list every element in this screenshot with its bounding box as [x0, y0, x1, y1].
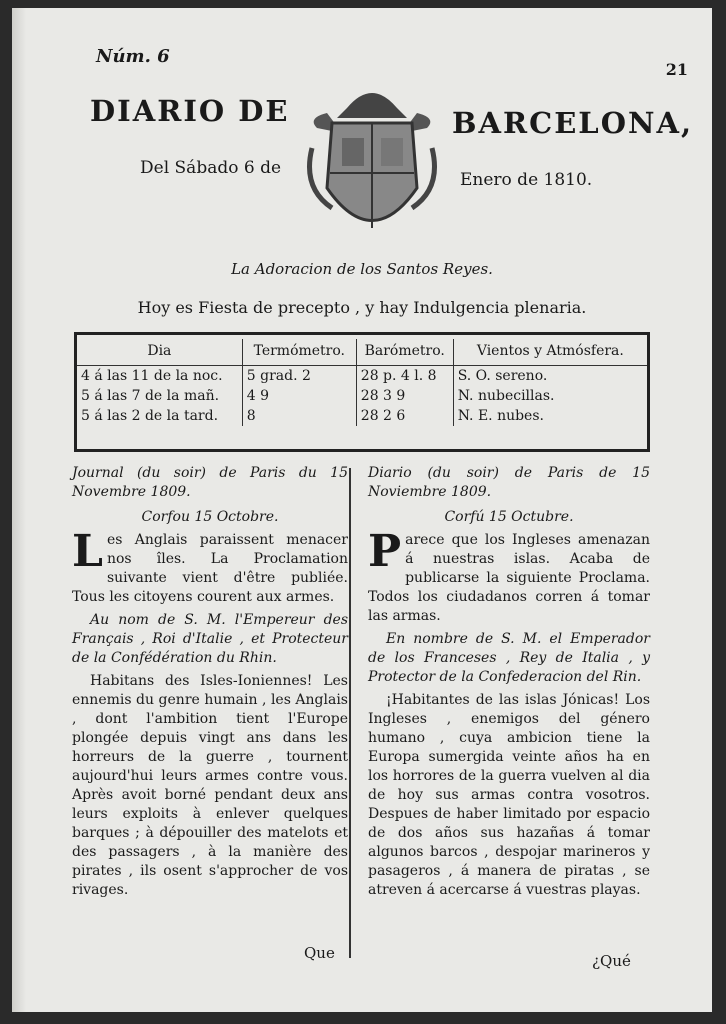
left-para-3: Habitans des Isles-Ioniennes! Les ennemis du genre humain , les Anglais , dont l'ambition tient l'Europe plongée depuis vingt ans dans les horreurs de la guerre , tournent aujourd'hui leurs armes contre vous. Après avoit borné pendant deux ans leurs exploits à enlever quelques barques ; à dépouiller des matelots et des passagers , à la manière des pirates , ils osent s'approcher de vos rivages.: [72, 673, 348, 898]
left-source: Journal (du soir) de Paris du 15 Novembre 1809.: [72, 465, 348, 500]
issue-number: Núm. 6: [96, 46, 170, 67]
table-row: [77, 386, 647, 406]
table-row: [77, 406, 647, 426]
col-termometro: Termómetro.: [242, 339, 356, 366]
cell: 5 á las 7 de la mañ.: [81, 388, 220, 404]
feast-notice: Hoy es Fiesta de precepto , y hay Indulgencia plenaria.: [137, 298, 587, 317]
right-para-1-text: arece que los Ingleses amenazan á nuestras islas. Acaba de publicarse la siguiente Proclama. Todos los ciudadanos corren á tomar las armas.: [368, 532, 650, 624]
masthead-right: BARCELONA,: [452, 106, 694, 140]
cell: 28 p. 4 l. 8: [356, 366, 453, 387]
left-para-1-text: es Anglais paraissent menacer nos îles. La Proclamation suivante vient d'être publiée. Tous les citoyens courent aux armes.: [72, 532, 348, 605]
left-para-1: [72, 526, 348, 607]
cell: 8: [242, 406, 356, 426]
feast-title: La Adoracion de los Santos Reyes.: [231, 260, 493, 278]
right-source: Diario (du soir) de Paris de 15 Noviembre 1809.: [368, 465, 650, 500]
drop-cap: L: [72, 526, 103, 577]
col-vientos: Vientos y Atmósfera.: [453, 339, 647, 366]
catchword-left: Que: [304, 944, 335, 962]
right-dateline: Corfú 15 Octubre.: [444, 509, 574, 525]
newspaper-page: [12, 8, 712, 1012]
cell: 4 á las 11 de la noc.: [81, 368, 223, 384]
date-right: Enero de 1810.: [460, 170, 593, 190]
cell: 5 grad. 2: [242, 366, 356, 387]
cell: N. nubecillas.: [453, 386, 647, 406]
drop-cap: P: [368, 526, 402, 577]
left-dateline: Corfou 15 Octobre.: [141, 509, 279, 525]
column-divider: [349, 468, 351, 958]
cell: 28 2 6: [356, 406, 453, 426]
cell: 28 3 9: [356, 386, 453, 406]
right-para-3: ¡Habitantes de las islas Jónicas! Los Ingleses , enemigos del género humano , cuya ambicion tiene la Europa sumergida veinte años ha en los horrores de la guerra vuelven al dia de hoy sus armas contra vosotros. Despues de haber limitado por espacio de dos años sus hazañas á tomar algunos barcos , despojar marineros y pasageros , á manera de piratas , se atreven á acercarse á vuestras playas.: [368, 692, 650, 898]
binding-shadow: [12, 8, 26, 1012]
coat-of-arms-icon: [297, 78, 447, 248]
french-column: [72, 464, 348, 904]
weather-table: [74, 332, 650, 452]
page-number: 21: [665, 60, 688, 79]
masthead-left: DIARIO DE: [90, 94, 290, 128]
spanish-column: [368, 464, 650, 904]
date-left: Del Sábado 6 de: [140, 158, 282, 178]
right-para-1: [368, 526, 650, 626]
cell: 5 á las 2 de la tard.: [81, 408, 219, 424]
cell: N. E. nubes.: [453, 406, 647, 426]
table-row: [77, 366, 647, 387]
col-dia: Dia: [77, 339, 242, 366]
col-barometro: Barómetro.: [356, 339, 453, 366]
cell: 4 9: [242, 386, 356, 406]
catchword-right: ¿Qué: [592, 952, 631, 970]
right-para-2: En nombre de S. M. el Emperador de los Franceses , Rey de Italia , y Protector de la Confederacion del Rin.: [368, 631, 650, 685]
cell: S. O. sereno.: [453, 366, 647, 387]
left-para-2: Au nom de S. M. l'Empereur des Français , Roi d'Italie , et Protecteur de la Confédération du Rhin.: [72, 612, 348, 666]
